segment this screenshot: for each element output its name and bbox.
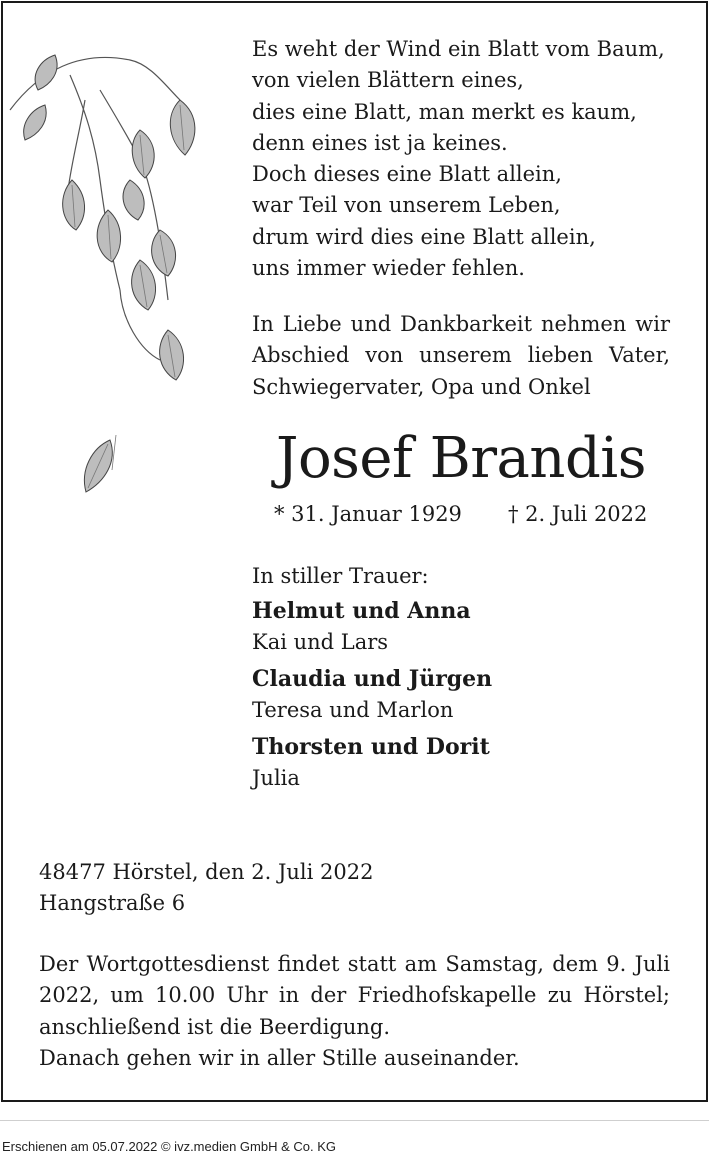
poem-line: Doch dieses eine Blatt allein, xyxy=(252,162,562,187)
notice-line: anschließend ist die Beerdigung. xyxy=(39,1014,391,1039)
deceased-name: Josef Brandis xyxy=(276,426,646,491)
mourner-group-sub: Teresa und Marlon xyxy=(252,698,454,722)
poem-line: dies eine Blatt, man merkt es kaum, xyxy=(252,99,637,124)
poem-line: drum wird dies eine Blatt allein, xyxy=(252,224,596,249)
poem xyxy=(252,34,672,284)
service-notice xyxy=(39,949,670,1074)
location-line: 48477 Hörstel, den 2. Juli 2022 xyxy=(39,860,374,884)
intro-line: In Liebe und Dankbarkeit nehmen wir xyxy=(252,312,670,336)
mourner-group-title: Claudia und Jürgen xyxy=(252,666,493,692)
notice-line: Der Wortgottesdienst findet statt am Samstag, dem 9. Juli xyxy=(39,952,670,976)
poem-line: denn eines ist ja keines. xyxy=(252,130,508,155)
mourners-heading: In stiller Trauer: xyxy=(252,564,429,588)
birth-date: * 31. Januar 1929 xyxy=(274,502,462,526)
death-date: † 2. Juli 2022 xyxy=(508,502,648,526)
mourner-group-title: Helmut und Anna xyxy=(252,598,471,624)
publication-credit: Erschienen am 05.07.2022 © ivz.medien GmbH & Co. KG xyxy=(2,1139,337,1154)
farewell-intro xyxy=(252,309,670,403)
intro-line: Abschied von unserem lieben Vater, xyxy=(252,343,670,368)
mourners-list xyxy=(252,561,670,799)
intro-line: Schwiegervater, Opa und Onkel xyxy=(252,374,591,399)
life-dates xyxy=(274,499,654,529)
address-line: Hangstraße 6 xyxy=(39,891,186,915)
mourner-group-sub: Kai und Lars xyxy=(252,630,389,654)
mourner-group-sub: Julia xyxy=(252,766,300,790)
poem-line: von vielen Blättern eines, xyxy=(252,68,524,93)
mourner-group-title: Thorsten und Dorit xyxy=(252,734,490,760)
notice-line: 2022, um 10.00 Uhr in der Friedhofskapelle zu Hörstel; xyxy=(39,983,670,1008)
poem-line: Es weht der Wind ein Blatt vom Baum, xyxy=(252,37,665,61)
location-address xyxy=(39,857,373,919)
birch-leaves-branch-icon xyxy=(0,30,240,500)
poem-line: uns immer wieder fehlen. xyxy=(252,256,525,281)
notice-line: Danach gehen wir in aller Stille auseinander. xyxy=(39,1045,520,1070)
divider xyxy=(0,1120,709,1121)
poem-line: war Teil von unserem Leben, xyxy=(252,193,561,218)
